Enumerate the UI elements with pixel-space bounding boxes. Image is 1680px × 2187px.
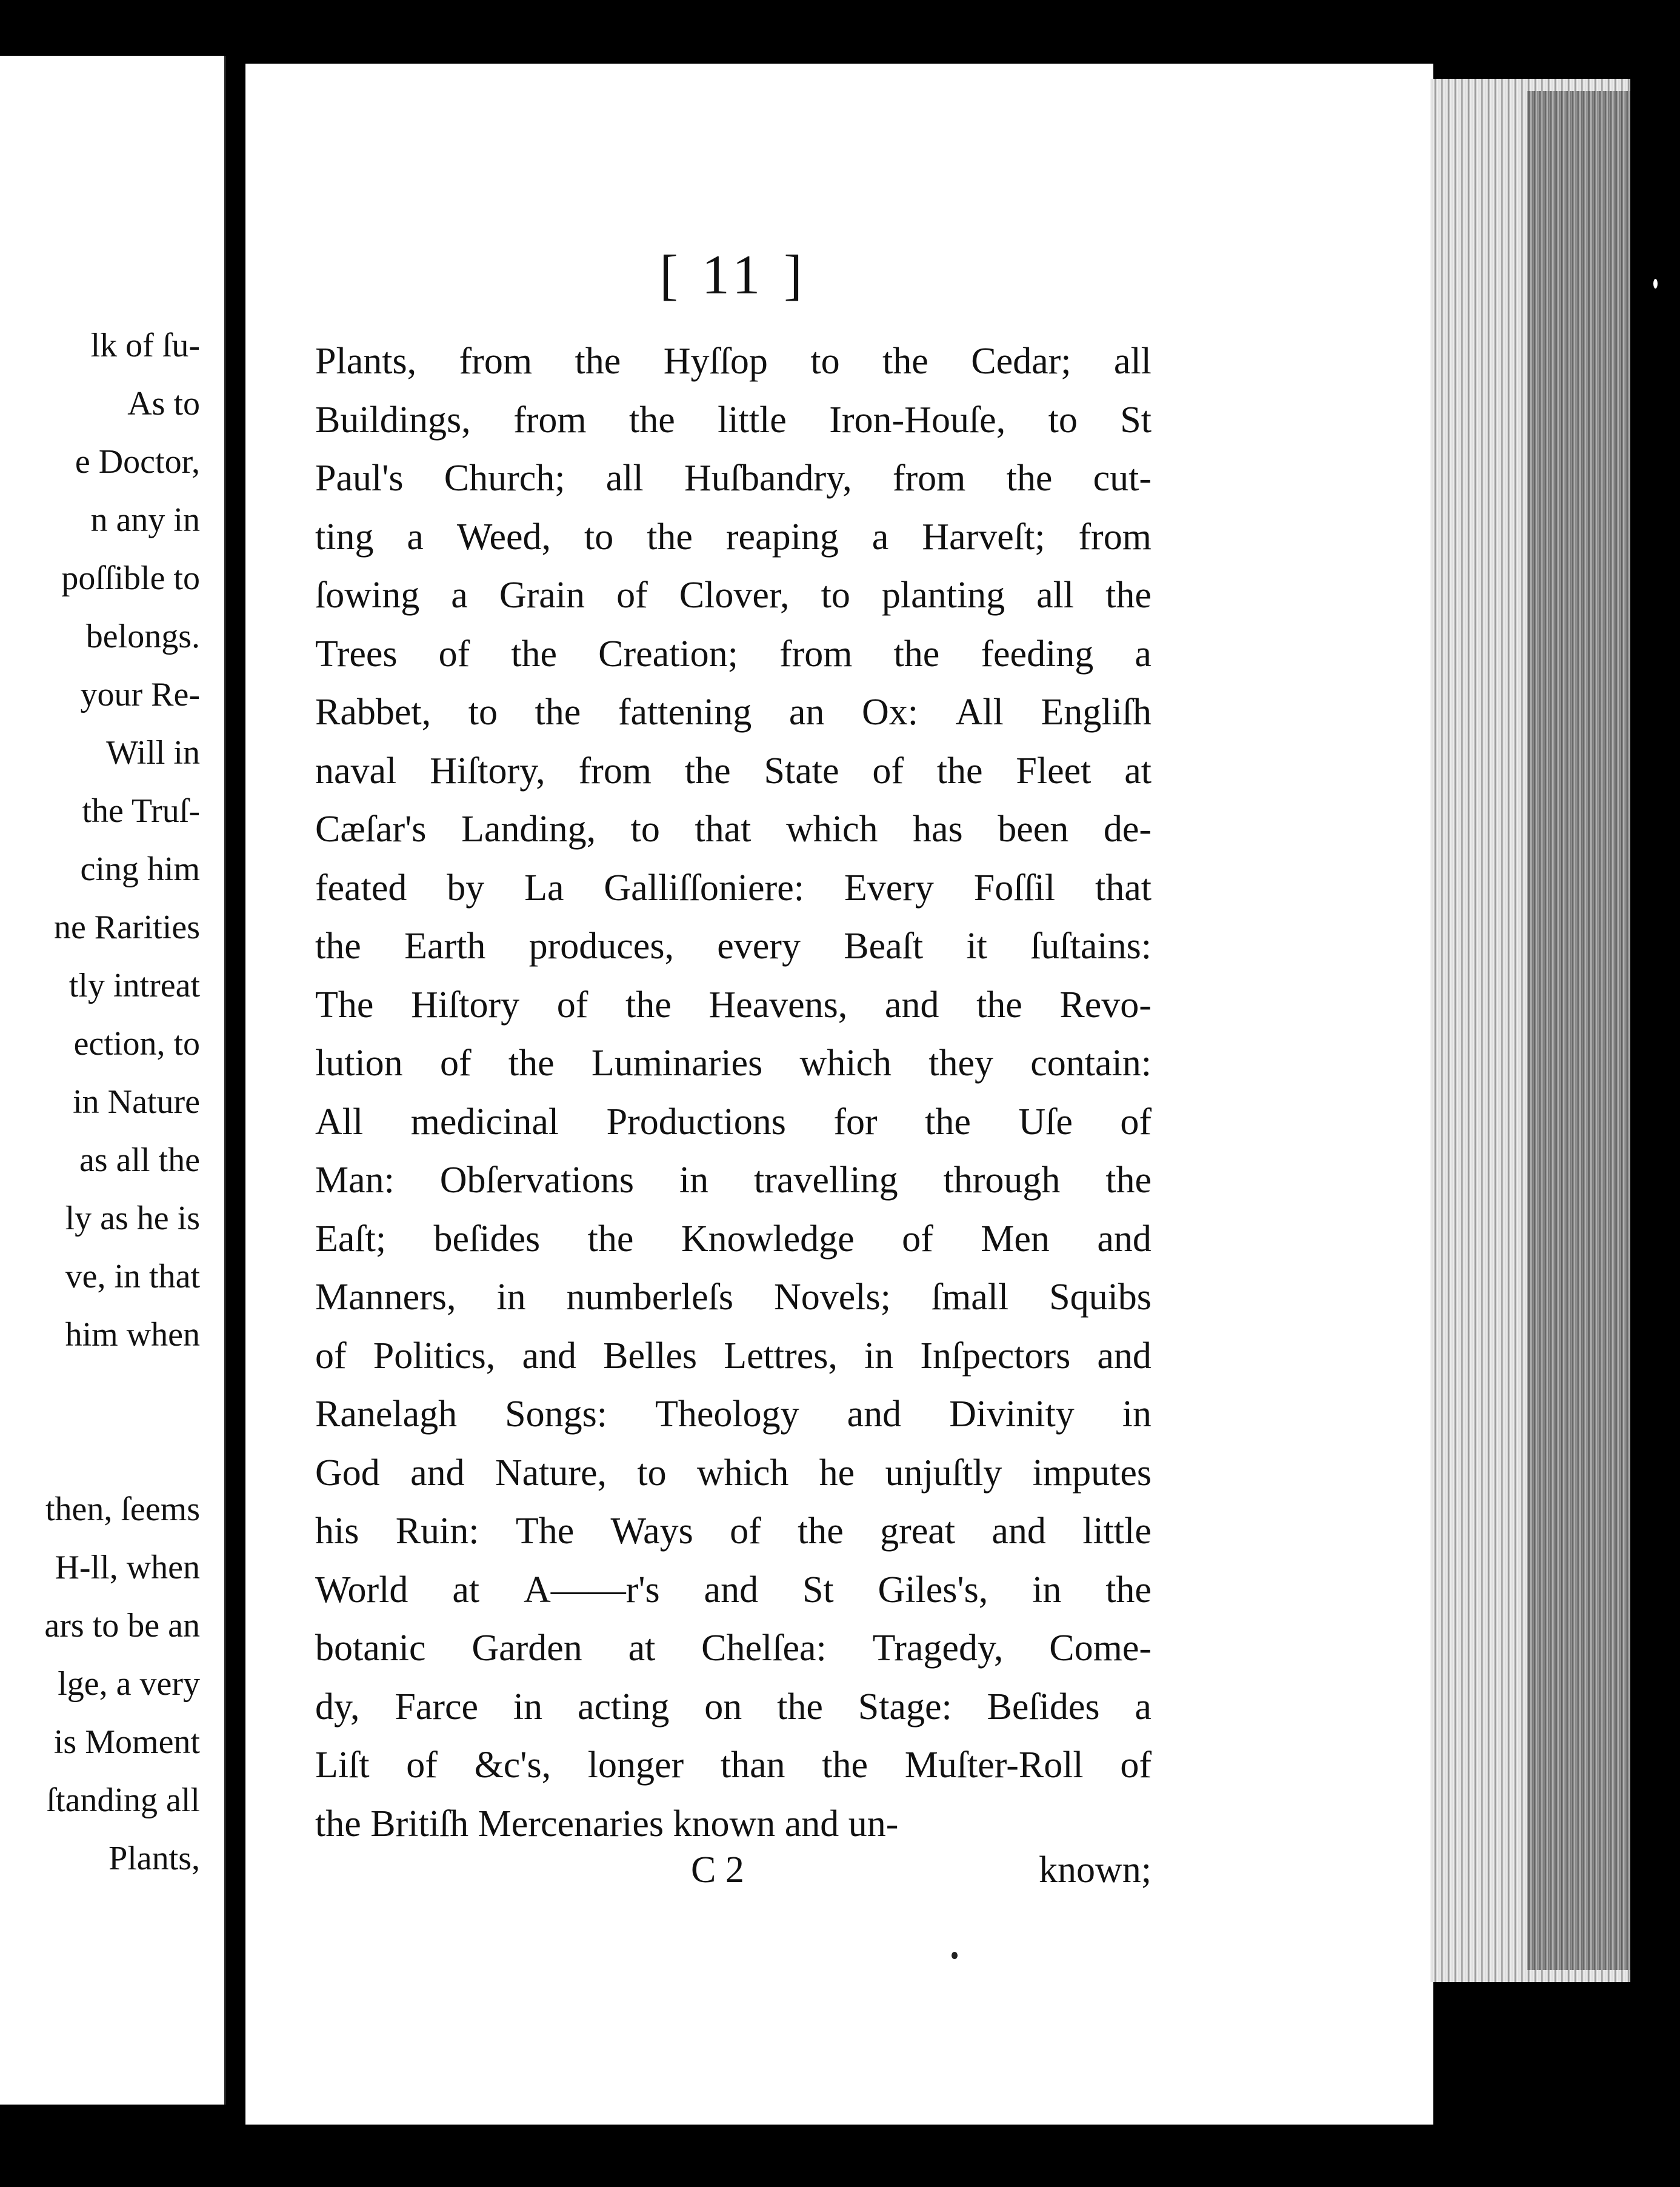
word: the bbox=[976, 984, 1022, 1026]
word: little bbox=[718, 399, 787, 441]
text-line bbox=[315, 1268, 1152, 1327]
text-line bbox=[315, 1210, 1152, 1269]
text-line bbox=[315, 1502, 1152, 1561]
word: the bbox=[511, 633, 558, 675]
word: Ways bbox=[610, 1511, 693, 1552]
word: at bbox=[628, 1628, 656, 1669]
word: Man: bbox=[315, 1160, 395, 1201]
word: the bbox=[925, 1101, 971, 1143]
word: the bbox=[647, 516, 693, 558]
word: ſuſtains: bbox=[1030, 926, 1152, 967]
word: and bbox=[992, 1511, 1046, 1552]
word: Grain bbox=[499, 575, 585, 616]
word: feated bbox=[315, 867, 407, 909]
word: the bbox=[798, 1511, 844, 1552]
text-line bbox=[315, 742, 1152, 801]
word: all bbox=[1113, 341, 1152, 382]
word: the bbox=[882, 341, 928, 382]
word: Revo- bbox=[1059, 984, 1152, 1026]
word: medicinal bbox=[410, 1101, 559, 1143]
word: Earth bbox=[404, 926, 486, 967]
word: to bbox=[637, 1452, 667, 1494]
word: which bbox=[799, 1043, 892, 1084]
word: reaping bbox=[725, 516, 839, 558]
word: Foſſil bbox=[973, 867, 1056, 909]
word: and bbox=[1097, 1218, 1152, 1260]
text-line bbox=[315, 1385, 1152, 1444]
word: the bbox=[893, 633, 940, 675]
text-line bbox=[315, 508, 1152, 567]
text-line bbox=[315, 976, 1152, 1035]
page-number: [ 11 ] bbox=[659, 244, 807, 306]
word: the bbox=[777, 1686, 823, 1728]
word: from bbox=[513, 399, 587, 441]
word: Stage: bbox=[858, 1686, 952, 1728]
word: Songs: bbox=[505, 1394, 607, 1435]
word: of bbox=[315, 1335, 347, 1377]
word: of bbox=[556, 984, 588, 1026]
text-line: the Britiſh Mercenaries known and un- bbox=[315, 1803, 899, 1845]
facing-line: As to bbox=[127, 385, 200, 422]
facing-line: Will in bbox=[106, 734, 200, 772]
word: of bbox=[902, 1218, 933, 1260]
word: to bbox=[630, 809, 660, 850]
word: Beaſt bbox=[844, 926, 924, 967]
facing-line: ly as he is bbox=[65, 1200, 200, 1237]
word: St bbox=[1120, 399, 1152, 441]
word: Tragedy, bbox=[872, 1628, 1004, 1669]
word: been bbox=[998, 809, 1069, 850]
word: Huſbandry, bbox=[684, 458, 852, 499]
word: in bbox=[864, 1335, 894, 1377]
word: the bbox=[1105, 575, 1152, 616]
word: Cedar; bbox=[971, 341, 1072, 382]
word: produces, bbox=[528, 926, 674, 967]
word: cut- bbox=[1093, 458, 1152, 499]
word: to bbox=[821, 575, 850, 616]
word: The bbox=[515, 1511, 575, 1552]
text-line bbox=[315, 1151, 1152, 1210]
word: Liſt bbox=[315, 1745, 370, 1786]
facing-line: lk of ſu- bbox=[90, 327, 200, 364]
word: ſowing bbox=[315, 575, 420, 616]
word: has bbox=[913, 809, 963, 850]
facing-line: H-ll, when bbox=[55, 1549, 200, 1586]
word: from bbox=[892, 458, 966, 499]
text-line bbox=[315, 917, 1152, 976]
ink-speck bbox=[952, 1952, 958, 1959]
word: Uſe bbox=[1018, 1101, 1073, 1143]
word: the bbox=[1006, 458, 1053, 499]
facing-line: your Re- bbox=[80, 676, 200, 713]
word: Belles bbox=[603, 1335, 698, 1377]
word: he bbox=[819, 1452, 855, 1494]
word: for bbox=[833, 1101, 878, 1143]
word: Garden bbox=[472, 1628, 582, 1669]
facing-line: n any in bbox=[90, 501, 200, 539]
word: on bbox=[704, 1686, 742, 1728]
word: and bbox=[1097, 1335, 1152, 1377]
word: All bbox=[315, 1101, 364, 1143]
word: which bbox=[696, 1452, 789, 1494]
word: Harveſt; bbox=[922, 516, 1045, 558]
word: great bbox=[880, 1511, 956, 1552]
word: Paul's bbox=[315, 458, 404, 499]
word: Come- bbox=[1049, 1628, 1152, 1669]
word: of bbox=[730, 1511, 761, 1552]
word: of bbox=[438, 633, 470, 675]
word: a bbox=[451, 575, 468, 616]
word: a bbox=[1135, 1686, 1152, 1728]
facing-page bbox=[0, 56, 226, 2105]
text-line bbox=[315, 566, 1152, 625]
word: A——r's bbox=[523, 1569, 660, 1611]
word: all bbox=[1036, 575, 1075, 616]
text-line bbox=[315, 1327, 1152, 1386]
facing-line: belongs. bbox=[85, 618, 200, 655]
word: and bbox=[522, 1335, 576, 1377]
text-line bbox=[315, 332, 1152, 391]
word: from bbox=[1078, 516, 1152, 558]
word: and bbox=[847, 1394, 902, 1435]
facing-line: the Truſ- bbox=[82, 792, 200, 830]
word: of bbox=[1120, 1745, 1152, 1786]
facing-line: ection, to bbox=[73, 1025, 200, 1063]
text-line bbox=[315, 1034, 1152, 1093]
text-line bbox=[315, 1736, 1152, 1795]
word: Creation; bbox=[598, 633, 738, 675]
word: Landing, bbox=[461, 809, 596, 850]
word: La bbox=[524, 867, 564, 909]
word: at bbox=[452, 1569, 480, 1611]
word: every bbox=[717, 926, 801, 967]
word: Clover, bbox=[679, 575, 790, 616]
facing-line: then, ſeems bbox=[45, 1491, 200, 1528]
facing-line: ſtanding all bbox=[46, 1781, 200, 1819]
facing-line: poſſible to bbox=[61, 559, 200, 597]
word: ſmall bbox=[931, 1277, 1009, 1318]
word: from bbox=[459, 341, 533, 382]
word: in bbox=[1032, 1569, 1062, 1611]
text-line bbox=[315, 1619, 1152, 1678]
word: Giles's, bbox=[878, 1569, 988, 1611]
word: Rabbet, bbox=[315, 692, 432, 733]
word: the bbox=[822, 1745, 868, 1786]
word: to bbox=[810, 341, 840, 382]
facing-line: ne Rarities bbox=[53, 909, 200, 946]
word: Ox: bbox=[861, 692, 918, 733]
word: Luminaries bbox=[591, 1043, 763, 1084]
word: it bbox=[966, 926, 987, 967]
word: all bbox=[605, 458, 644, 499]
facing-line: as all the bbox=[79, 1141, 200, 1179]
word: Farce bbox=[395, 1686, 479, 1728]
word: Weed, bbox=[456, 516, 552, 558]
word: through bbox=[943, 1160, 1061, 1201]
text-line bbox=[315, 1093, 1152, 1152]
word: to bbox=[1048, 399, 1078, 441]
word: Heavens, bbox=[708, 984, 848, 1026]
word: the bbox=[684, 750, 731, 792]
facing-line: is Moment bbox=[53, 1723, 200, 1761]
word: &c's, bbox=[474, 1745, 552, 1786]
word: Beſides bbox=[987, 1686, 1100, 1728]
word: than bbox=[720, 1745, 785, 1786]
word: Obſervations bbox=[439, 1160, 635, 1201]
word: in bbox=[679, 1160, 709, 1201]
word: little bbox=[1082, 1511, 1152, 1552]
word: Novels; bbox=[773, 1277, 891, 1318]
word: Trees bbox=[315, 633, 398, 675]
word: which bbox=[785, 809, 878, 850]
word: naval bbox=[315, 750, 397, 792]
word: Church; bbox=[444, 458, 565, 499]
word: Eaſt; bbox=[315, 1218, 387, 1260]
word: and bbox=[884, 984, 939, 1026]
word: the bbox=[936, 750, 983, 792]
word: Plants, bbox=[315, 341, 417, 382]
word: the bbox=[629, 399, 675, 441]
catchword: known; bbox=[1039, 1849, 1152, 1891]
word: they bbox=[928, 1043, 993, 1084]
word: Inſpectors bbox=[920, 1335, 1071, 1377]
word: the bbox=[508, 1043, 555, 1084]
facing-line: ars to be an bbox=[44, 1607, 200, 1644]
word: The bbox=[315, 984, 374, 1026]
word: in bbox=[1122, 1394, 1152, 1435]
word: the bbox=[1105, 1160, 1152, 1201]
word: Productions bbox=[606, 1101, 786, 1143]
body-text bbox=[315, 332, 1152, 1853]
text-line bbox=[315, 1444, 1152, 1503]
word: that bbox=[695, 809, 752, 850]
word: the bbox=[1105, 1569, 1152, 1611]
word: in bbox=[496, 1277, 526, 1318]
word: his bbox=[315, 1511, 359, 1552]
word: a bbox=[1135, 633, 1152, 675]
word: the bbox=[587, 1218, 634, 1260]
word: planting bbox=[881, 575, 1005, 616]
text-line bbox=[315, 859, 1152, 918]
word: from bbox=[578, 750, 652, 792]
facing-line: tly intreat bbox=[68, 967, 200, 1004]
word: fattening bbox=[618, 692, 752, 733]
word: lution bbox=[315, 1043, 403, 1084]
word: Iron-Houſe, bbox=[829, 399, 1006, 441]
word: Hiſtory, bbox=[430, 750, 545, 792]
facing-line: cing him bbox=[80, 850, 200, 888]
word: the bbox=[575, 341, 621, 382]
text-line bbox=[315, 391, 1152, 450]
word: the bbox=[535, 692, 581, 733]
word: Engliſh bbox=[1041, 692, 1152, 733]
word: World bbox=[315, 1569, 408, 1611]
facing-line: e Doctor, bbox=[75, 443, 200, 481]
facing-line: lge, a very bbox=[58, 1665, 200, 1703]
word: that bbox=[1095, 867, 1152, 909]
word: de- bbox=[1103, 809, 1152, 850]
text-line bbox=[315, 683, 1152, 742]
word: travelling bbox=[754, 1160, 898, 1201]
facing-line: Plants, bbox=[108, 1840, 200, 1877]
word: Men bbox=[981, 1218, 1050, 1260]
word: Lettres, bbox=[724, 1335, 838, 1377]
text-line bbox=[315, 800, 1152, 859]
text-line bbox=[315, 1678, 1152, 1737]
word: Politics, bbox=[373, 1335, 496, 1377]
signature-mark: C 2 bbox=[691, 1849, 744, 1891]
facing-line: ve, in that bbox=[65, 1258, 200, 1295]
word: to bbox=[468, 692, 498, 733]
word: longer bbox=[587, 1745, 684, 1786]
word: Every bbox=[844, 867, 934, 909]
word: Manners, bbox=[315, 1277, 456, 1318]
page-footer bbox=[315, 1849, 1152, 1909]
word: from bbox=[779, 633, 853, 675]
facing-line bbox=[44, 1422, 200, 1480]
word: Galliſſoniere: bbox=[604, 867, 804, 909]
word: a bbox=[872, 516, 889, 558]
facing-page-text bbox=[44, 316, 200, 1888]
word: Fleet bbox=[1016, 750, 1092, 792]
word: God bbox=[315, 1452, 380, 1494]
word: Chelſea: bbox=[701, 1628, 827, 1669]
word: to bbox=[584, 516, 614, 558]
facing-line: in Nature bbox=[73, 1083, 200, 1121]
word: feeding bbox=[981, 633, 1094, 675]
word: Hyſſop bbox=[663, 341, 768, 382]
word: beſides bbox=[433, 1218, 541, 1260]
word: Hiſtory bbox=[411, 984, 520, 1026]
word: numberleſs bbox=[566, 1277, 734, 1318]
word: contain: bbox=[1030, 1043, 1152, 1084]
word: Divinity bbox=[949, 1394, 1075, 1435]
word: of bbox=[406, 1745, 438, 1786]
word: Ranelagh bbox=[315, 1394, 458, 1435]
text-line bbox=[315, 625, 1152, 684]
word: at bbox=[1124, 750, 1152, 792]
word: Theology bbox=[655, 1394, 799, 1435]
word: of bbox=[616, 575, 648, 616]
word: Buildings, bbox=[315, 399, 471, 441]
word: Ruin: bbox=[395, 1511, 479, 1552]
word: by bbox=[447, 867, 485, 909]
facing-line: him when bbox=[65, 1316, 200, 1354]
word: and bbox=[410, 1452, 465, 1494]
text-line bbox=[315, 449, 1152, 508]
text-line bbox=[315, 1561, 1152, 1620]
word: dy, bbox=[315, 1686, 360, 1728]
word: an bbox=[788, 692, 825, 733]
word: Muſter-Roll bbox=[904, 1745, 1084, 1786]
word: Squibs bbox=[1049, 1277, 1152, 1318]
word: botanic bbox=[315, 1628, 426, 1669]
page-edges-shadow bbox=[1527, 91, 1630, 1970]
word: All bbox=[955, 692, 1004, 733]
word: the bbox=[315, 926, 361, 967]
word: a bbox=[407, 516, 424, 558]
scan-artifact bbox=[1653, 279, 1658, 289]
facing-line bbox=[44, 1364, 200, 1422]
word: and bbox=[704, 1569, 759, 1611]
word: Cæſar's bbox=[315, 809, 427, 850]
word: Nature, bbox=[495, 1452, 607, 1494]
word: imputes bbox=[1032, 1452, 1152, 1494]
word: State bbox=[764, 750, 839, 792]
word: Knowledge bbox=[681, 1218, 855, 1260]
word: in bbox=[513, 1686, 543, 1728]
word: acting bbox=[577, 1686, 670, 1728]
word: the bbox=[625, 984, 672, 1026]
word: of bbox=[872, 750, 904, 792]
word: St bbox=[802, 1569, 834, 1611]
word: of bbox=[1120, 1101, 1152, 1143]
word: ting bbox=[315, 516, 374, 558]
word: of bbox=[439, 1043, 472, 1084]
word: unjuſtly bbox=[885, 1452, 1002, 1494]
